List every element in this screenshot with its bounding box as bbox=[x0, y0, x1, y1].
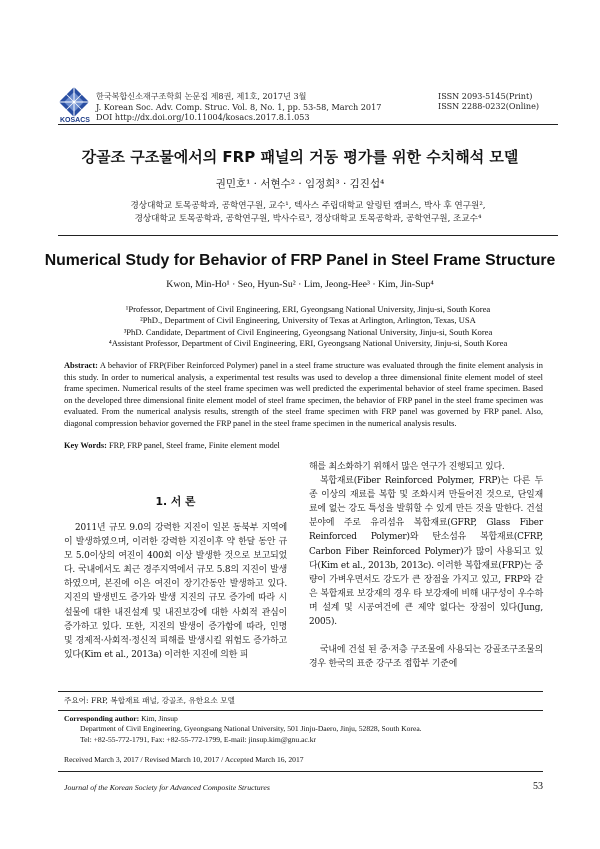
abstract bbox=[64, 360, 543, 429]
body-column-left bbox=[64, 521, 287, 662]
keywords bbox=[64, 441, 543, 450]
received-dates: Received March 3, 2017 / Revised March 10, 2017 / Accepted March 16, 2017 bbox=[64, 755, 304, 764]
title-korean: 강골조 구조물에서의 FRP 패널의 거동 평가를 위한 수치해석 모델 bbox=[81, 148, 519, 166]
authors-english: Kwon, Min-Ho¹ · Seo, Hyun-Su² · Lim, Jeong-Hee³ · Kim, Jin-Sup⁴ bbox=[166, 279, 434, 290]
corresponding-label: Corresponding author: bbox=[64, 714, 140, 723]
affiliation-en-line: ¹Professor, Department of Civil Engineering, ERI, Gyeongsang National University, Jinju-si, South Korea bbox=[125, 304, 491, 314]
affiliations-english bbox=[60, 304, 556, 350]
footer-rule bbox=[58, 771, 543, 772]
keywords-text: FRP, FRP panel, Steel frame, Finite element model bbox=[108, 441, 280, 450]
journal-header bbox=[96, 91, 381, 123]
paragraph: 2011년 규모 9.0의 강력한 지진이 일본 동북부 지역에 이 발생하였으며, 이러한 강력한 지진이후 약 한달 동안 규모 5.0이상의 여진이 400회 이상 발생한 것으로 보고되었다. 국내에서도 최근 경주지역에서 규모 5.8의 지진이 발생하였으며, 본진에 이은 여진이 장기간동안 발생하고 있다. 지진의 발생빈도 증가와 발생 지진의 규모 증가에 따라 시설물에 대한 내진설계 및 내진보강에 대한 사회적 관심이 증가하고 있다. 또한, 지진의 발생이 증가함에 따라, 인명 및 경제적·사회적·정신적 피해를 발생시킬 위험도 증가하고 있다(Kim et al., 2013a) 이러한 지진에 의한 피 bbox=[64, 523, 287, 660]
doi-link[interactable]: DOI http://dx.doi.org/10.11004/kosacs.2017.8.1.053 bbox=[96, 112, 310, 123]
abstract-text: A behavior of FRP(Fiber Reinforced Polymer) panel in a steel frame structure was evaluated through the finite element analysis in this study. In order to numerical analysis, a experimental test results was used to develop a three dimensional finite element model of steel frame specimen. Numerical results of the steel frame specimen was well predicted the experimental behavior of steel frame specimen. Based on the developed three dimensional finite element model of steel frame specimen, the behavior of FRP panel in the steel frame specimen was evaluated. From the numerical analysis results, strength of the steel frame specimen with FRP panel was governed by FRP panel. Also, diagonal compression behavior governed the FRP panel in the steel frame specimen in the numerical analysis results. bbox=[64, 361, 543, 428]
journal-english: J. Korean Soc. Adv. Comp. Struc. Vol. 8, No. 1, pp. 53-58, March 2017 bbox=[96, 101, 382, 112]
paragraph: 해를 최소화하기 위해서 많은 연구가 진행되고 있다. bbox=[309, 462, 505, 472]
title-english: Numerical Study for Behavior of FRP Panel in Steel Frame Structure bbox=[44, 252, 556, 269]
authors-korean: 권민호¹ · 서현수² · 임정희³ · 김진섭⁴ bbox=[215, 178, 385, 190]
kosacs-logo bbox=[58, 86, 90, 120]
affiliation-ko-line: 경상대학교 토목공학과, 공학연구원, 박사수료³, 경상대학교 토목공학과, 공학연구원, 조교수⁴ bbox=[134, 213, 482, 224]
section-heading: 1. 서 론 bbox=[155, 495, 196, 508]
paragraph: 국내에 건설 된 중·저층 구조물에 사용되는 강골조구조물의 경우 한국의 표준 강구조 접합부 기준에 bbox=[309, 645, 543, 670]
corresponding-author bbox=[64, 714, 546, 745]
corresponding-name: Kim, Jinsup bbox=[141, 714, 178, 723]
affiliations-korean bbox=[62, 200, 554, 226]
footnote-keywords: 주요어: FRP, 복합재료 패널, 강골조, 유한요소 모델 bbox=[64, 696, 235, 705]
title-rule bbox=[58, 235, 558, 236]
footnote-rule-2 bbox=[58, 710, 543, 711]
keywords-label: Key Words: bbox=[64, 441, 107, 450]
body-column-right bbox=[309, 460, 543, 671]
affiliation-en-line: ³PhD. Candidate, Department of Civil Engineering, Gyeongsang National University, Jinju-si, South Korea bbox=[123, 326, 493, 337]
footer-journal: Journal of the Korean Society for Advanced Composite Structures bbox=[64, 783, 270, 792]
affiliation-en-line: ⁴Assistant Professor, Department of Civil Engineering, ERI, Gyeongsang National University, Jinju-si, South Korea bbox=[108, 338, 508, 349]
affiliation-en-line: ²PhD., Department of Civil Engineering, University of Texas at Arlington, Arlington, Texas, USA bbox=[140, 315, 476, 326]
issn-print: ISSN 2093-5145(Print) bbox=[438, 91, 533, 101]
issn-online: ISSN 2288-0232(Online) bbox=[438, 101, 540, 111]
corresponding-contact[interactable]: Tel: +82-55-772-1791, Fax: +82-55-772-1799, E-mail: jinsup.kim@gnu.ac.kr bbox=[80, 734, 317, 744]
paragraph: 복합재료(Fiber Reinforced Polymer, FRP)는 다른 두 종 이상의 재료를 복합 및 조화시켜 만들어진 것으로, 단일재료에 없는 강도 특성을 발휘할 수 있게 만든 것을 말한다. 건설 분야에 주로 유리섬유 복합재료(GFRP, Glass Fiber Reinforced Polymer)와 탄소섬유 복합재료(CFRP, Carbon Fiber Reinforced Polymer)가 많이 사용되고 있다(Kim et al., 2013b, 2013c). 이러한 복합재료(FRP)는 중량이 가벼우면서도 강도가 큰 장점을 가지고 있고, FRP와 같은 복합재료 보강재의 경우 타 보강재에 비해 내구성이 우수하며 설계 및 시공여건에 큰 제약 없다는 장점이 있다(Jung, 2005). bbox=[309, 476, 543, 628]
logo-text: KOSACS bbox=[60, 117, 90, 124]
corresponding-address: Department of Civil Engineering, Gyeongsang National University, 501 Jinju-Daero, Jinju, 52828, South Korea. bbox=[80, 724, 422, 734]
abstract-label: Abstract: bbox=[64, 361, 98, 370]
page-number: 53 bbox=[533, 781, 543, 792]
header-rule bbox=[58, 124, 558, 125]
journal-korean: 한국복합신소재구조학회 논문집 제8권, 제1호, 2017년 3월 bbox=[96, 91, 307, 101]
footnote-rule bbox=[58, 691, 543, 692]
issn-block bbox=[438, 91, 539, 111]
affiliation-ko-line: 경상대학교 토목공학과, 공학연구원, 교수¹, 텍사스 주립대학교 알링턴 캠퍼스, 박사 후 연구원², bbox=[130, 201, 486, 211]
